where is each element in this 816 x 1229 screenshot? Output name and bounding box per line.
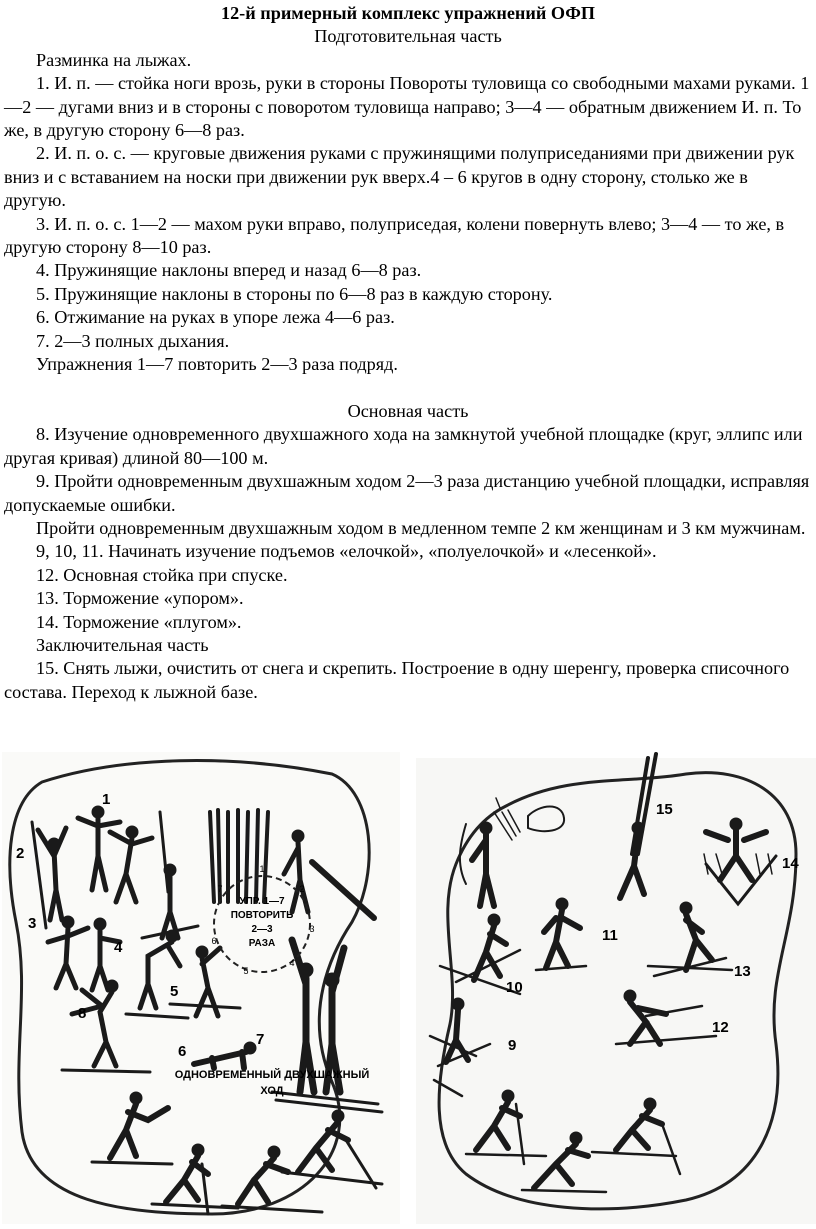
circle-digit: 6 (211, 936, 217, 946)
left-illustration (2, 752, 400, 1224)
circle-label: ПОВТОРИТЬ (230, 910, 294, 921)
main-item: 8. Изучение одновременного двухшажного хода на замкнутой учебной площадке (круг, эллипс или другая кривая) длиной 80—100 м. (4, 424, 803, 468)
exercise-number: 7 (256, 1031, 265, 1048)
prep-item: 5. Пружинящие наклоны в стороны по 6—8 раз в каждую сторону. (36, 283, 553, 304)
document-text (4, 2, 812, 704)
figure-caption: ОДНОВРЕМЕННЫЙ ДВУХШАЖНЫЙ (174, 1069, 370, 1081)
exercise-number: 13 (734, 963, 751, 980)
exercise-number: 12 (712, 1019, 729, 1036)
circle-digit: 3 (309, 924, 315, 934)
exercise-number: 5 (170, 983, 179, 1000)
right-illustration (416, 744, 816, 1224)
exercise-number: 3 (28, 915, 37, 932)
circle-label: 2—3 (251, 924, 273, 935)
main-item: 13. Торможение «упором». (36, 588, 244, 609)
document-title: 12-й примерный комплекс упражнений ОФП (220, 3, 596, 23)
circle-digit: 5 (243, 966, 249, 976)
figure-caption: ХОД (260, 1085, 284, 1097)
prep-item: 2. И. п. о. с. — круговые движения руками с пружинящими полуприседаниями при движении рук вниз и с вставанием на носки при движении рук вверх.4 – 6 кругов в одну сторону, столько же в другую. (4, 143, 795, 211)
prep-item: 3. И. п. о. с. 1—2 — махом руки вправо, полуприседая, колени повернуть влево; 3—4 — то же, в другую сторону 8—10 раз. (4, 213, 785, 258)
main-item: Пройти одновременным двухшажным ходом в медленном темпе 2 км женщинам и 3 км мужчинам. (36, 517, 806, 538)
final-item: 15. Снять лыжи, очистить от снега и скрепить. Построение в одну шеренгу, проверка списочного состава. Переход к лыжной базе. (4, 658, 790, 702)
exercise-number: 10 (506, 979, 523, 996)
main-item: 9. Пройти одновременным двухшажным ходом 2—3 раза дистанцию учебной площадки, исправляя допускаемые ошибки. (4, 471, 810, 515)
circle-digit: 4 (289, 958, 295, 968)
main-item: 9, 10, 11. Начинать изучение подъемов «елочкой», «полуелочкой» и «лесенкой». (36, 541, 657, 562)
prep-item: 6. Отжимание на руках в упоре лежа 4—6 раз. (36, 307, 395, 328)
circle-label: УПР. 1—7 (239, 896, 285, 907)
prep-part-heading: Подготовительная часть (314, 26, 502, 47)
exercise-number: 15 (656, 801, 673, 818)
exercise-number: 14 (782, 855, 799, 872)
prep-item: 1. И. п. — стойка ноги врозь, руки в стороны Повороты туловища со свободными махами руками. 1—2 — дугами вниз и в стороны с поворотом туловища направо; 3—4 — обратным движением И. п. То же, в другую сторону 6—8 раз. (4, 73, 810, 141)
circle-digit: 2 (299, 884, 305, 894)
exercise-number: 4 (114, 939, 123, 956)
left-illustration-svg (2, 752, 400, 1224)
warmup-line: Разминка на лыжах. (36, 49, 192, 70)
main-item: 12. Основная стойка при спуске. (36, 564, 288, 585)
main-item: 14. Торможение «плугом». (36, 611, 242, 632)
right-illustration-svg (416, 744, 816, 1224)
prep-item: Упражнения 1—7 повторить 2—3 раза подряд. (36, 354, 398, 375)
exercise-number: 9 (508, 1037, 517, 1054)
final-part-heading: Заключительная часть (36, 634, 209, 655)
circle-digit: 1 (259, 864, 265, 874)
circle-label: РАЗА (248, 938, 276, 949)
spacer (4, 377, 812, 400)
exercise-number: 1 (102, 791, 111, 808)
prep-item: 4. Пружинящие наклоны вперед и назад 6—8 раз. (36, 260, 422, 281)
exercise-number: 8 (78, 1005, 87, 1022)
prep-item: 7. 2—3 полных дыхания. (36, 330, 230, 351)
circle-digit: 7 (217, 884, 223, 894)
exercise-number: 6 (178, 1043, 187, 1060)
main-part-heading: Основная часть (347, 400, 469, 421)
exercise-number: 2 (16, 845, 25, 862)
exercise-number: 11 (602, 927, 618, 944)
